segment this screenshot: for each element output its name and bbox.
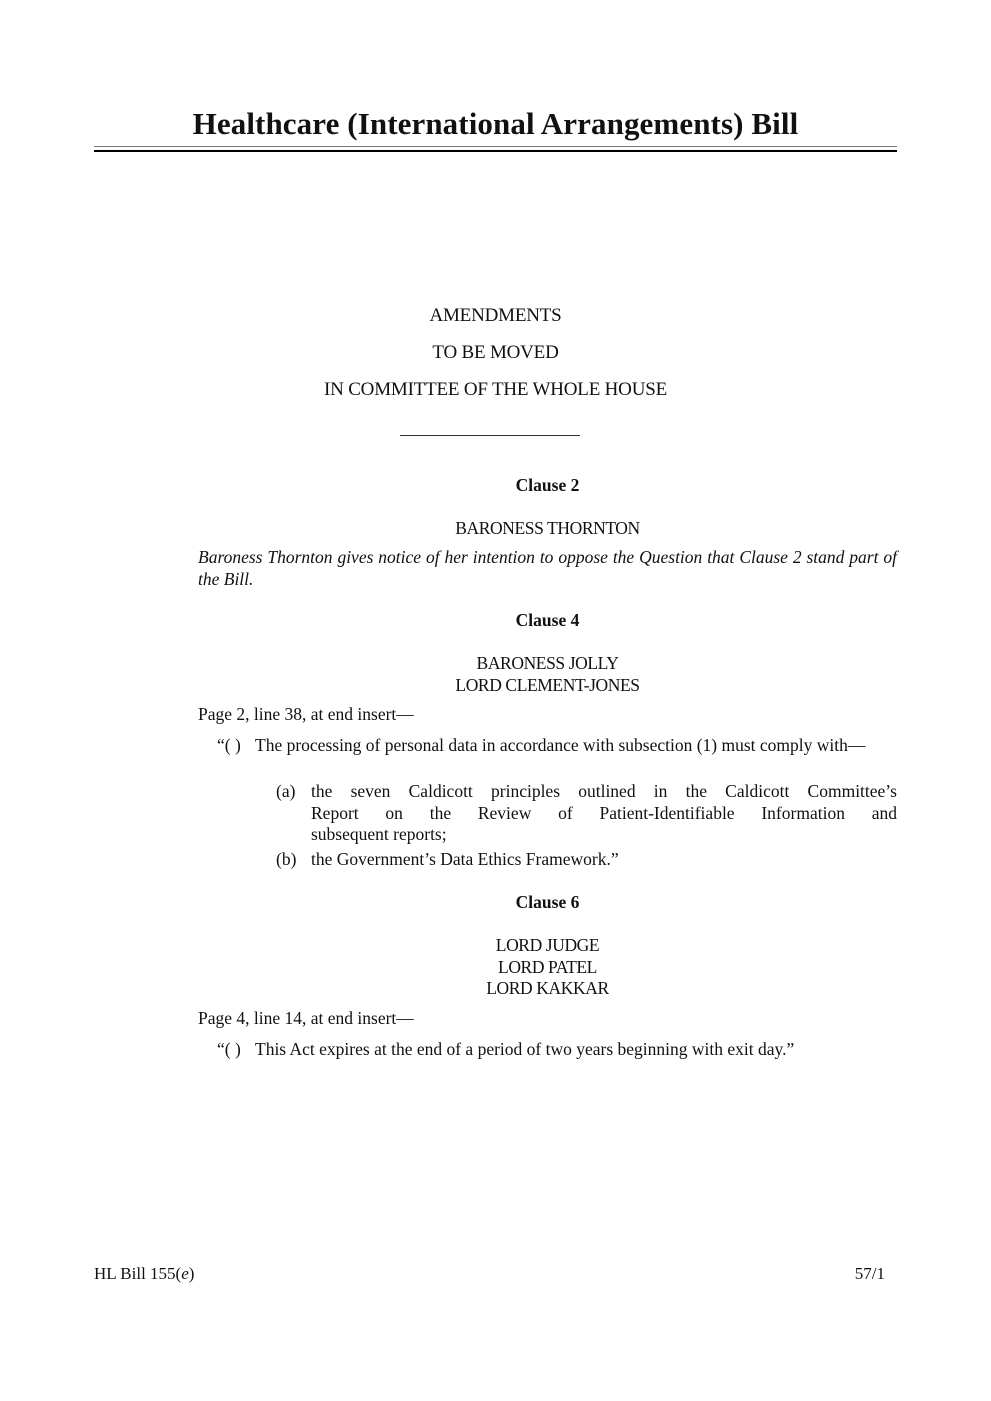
paragraph-text: The processing of personal data in accordance with subsection (1) must comply with— [255, 735, 866, 755]
subparagraph-number: (a) [276, 781, 296, 801]
paragraph-text: This Act expires at the end of a period of two years beginning with exit day.” [255, 1039, 795, 1059]
clause-6-instruction: Page 4, line 14, at end insert— [198, 1008, 414, 1028]
subparagraph-text-line: Report on the Review of Patient-Identifiable Information and [311, 802, 897, 823]
heading-committee: IN COMMITTEE OF THE WHOLE HOUSE [324, 379, 667, 400]
member-name: BARONESS THORNTON [455, 518, 640, 538]
clause-2-notice: Baroness Thornton gives notice of her intention to oppose the Question that Clause 2 stand part of the Bill. [198, 547, 897, 589]
clause-6-names [198, 935, 897, 1000]
title-rule-thin [94, 146, 897, 147]
subparagraph-text-line: the Government’s Data Ethics Framework.” [311, 849, 619, 869]
subparagraph-b [276, 849, 897, 871]
clause-6-paragraph [217, 1039, 897, 1061]
title-rule-thick [94, 150, 897, 152]
clause-2-names [198, 518, 897, 540]
subparagraph-text-line: the seven Caldicott principles outlined in the Caldicott Committee’s [311, 781, 897, 801]
subparagraph-text-line: subsequent reports; [311, 824, 447, 844]
member-name: LORD PATEL [498, 956, 597, 977]
clause-4-paragraph [217, 735, 897, 757]
member-name: BARONESS JOLLY [476, 653, 619, 673]
subparagraph-number: (b) [276, 849, 297, 869]
clause-4-heading: Clause 4 [515, 610, 580, 630]
heading-to-be-moved: TO BE MOVED [432, 342, 559, 363]
clause-4-instruction: Page 2, line 38, at end insert— [198, 704, 414, 724]
clause-4-names [198, 653, 897, 696]
page-reference: 57/1 [854, 1264, 885, 1283]
section-divider [400, 435, 580, 436]
paragraph-number: “( ) [217, 1039, 241, 1059]
bill-reference [94, 1264, 194, 1284]
heading-amendments: AMENDMENTS [429, 305, 562, 326]
bill-ref-prefix: HL Bill 155( [94, 1264, 182, 1283]
bill-title: Healthcare (International Arrangements) Bill [192, 106, 799, 141]
member-name: LORD CLEMENT-JONES [455, 674, 640, 695]
member-name: LORD KAKKAR [486, 978, 609, 998]
member-name: LORD JUDGE [495, 935, 600, 955]
subparagraph-a [276, 781, 897, 846]
bill-ref-suffix: ) [188, 1264, 195, 1283]
clause-2-heading: Clause 2 [515, 475, 580, 495]
bill-ref-italic: e [181, 1264, 189, 1283]
paragraph-number: “( ) [217, 735, 241, 755]
clause-6-heading: Clause 6 [515, 892, 580, 912]
